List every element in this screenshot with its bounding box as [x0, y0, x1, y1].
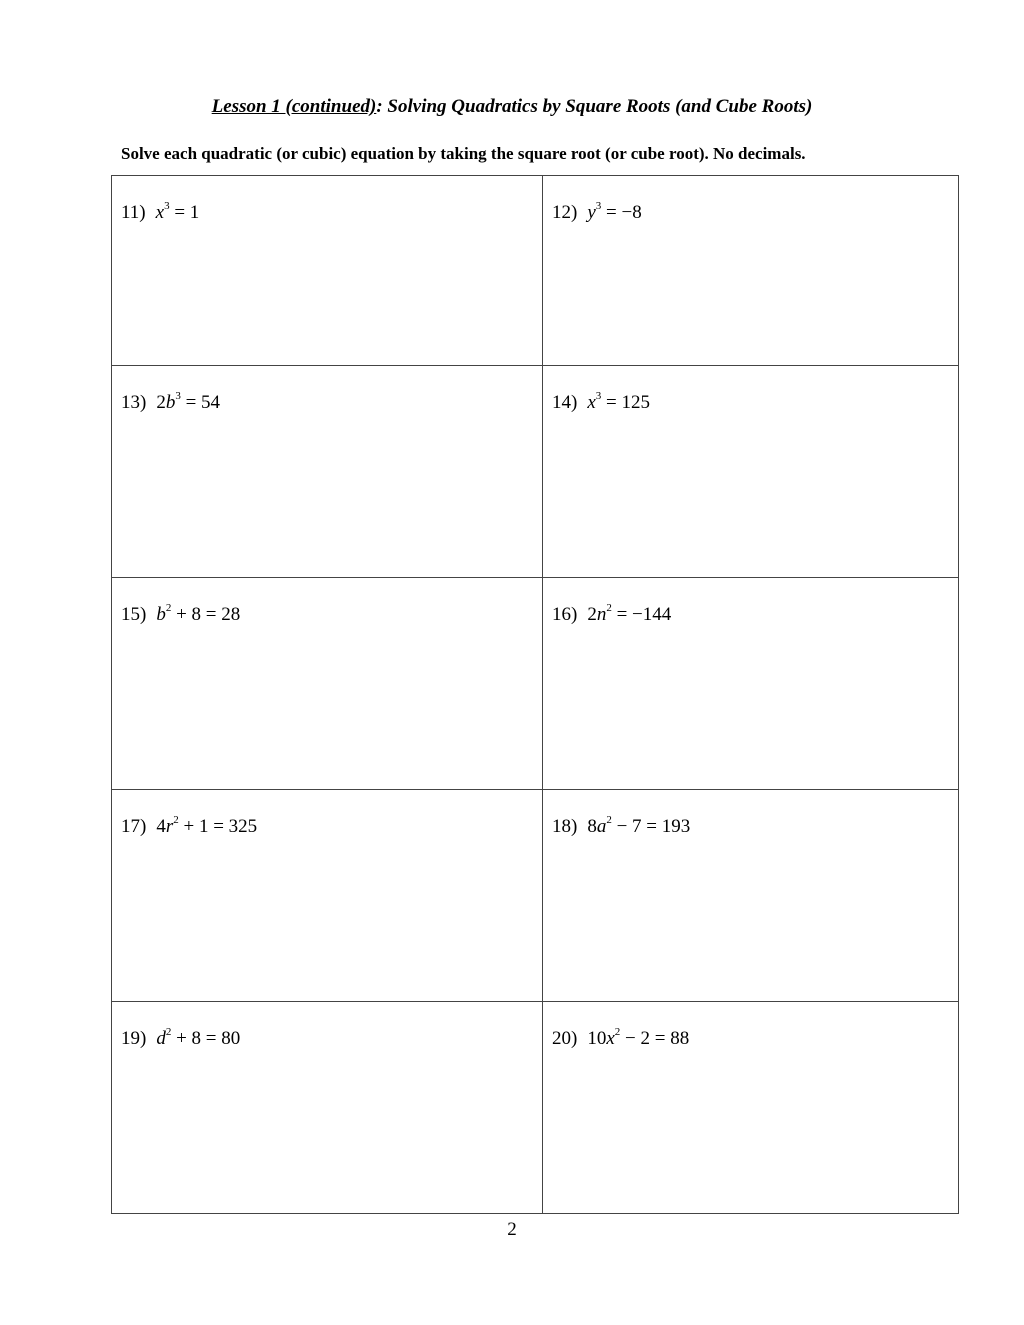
problem-number: 12) [552, 202, 578, 224]
instructions: Solve each quadratic (or cubic) equation by taking the square root (or cube root). No decimals. [121, 144, 806, 163]
equation-exponent: 2 [173, 814, 179, 826]
equation-variable: y [587, 202, 596, 224]
equation-coefficient: 4 [156, 816, 166, 838]
equation-exponent: 2 [614, 1026, 621, 1038]
equation-coefficient: 10 [587, 1028, 607, 1050]
equation-rest: = 1 [169, 202, 200, 224]
equation-variable: b [165, 392, 176, 414]
lesson-label: Lesson 1 (continued) [211, 96, 377, 117]
problem-cell[interactable] [112, 1002, 543, 1214]
equation-rest: = 54 [180, 392, 221, 414]
problem-number: 13) [121, 392, 147, 414]
equation-variable: a [596, 816, 607, 838]
equation-exponent: 3 [595, 200, 602, 212]
equation-rest: + 8 = 80 [171, 1028, 241, 1050]
equation-exponent: 2 [165, 1026, 172, 1038]
problem-equation [156, 392, 220, 413]
equation-variable: b [156, 604, 166, 626]
equation-coefficient: 8 [587, 816, 597, 838]
problem-number: 11) [121, 202, 146, 224]
problem-row [112, 366, 959, 578]
problem-equation [156, 1028, 240, 1049]
problem-equation [587, 1028, 689, 1049]
problem-equation [156, 816, 257, 837]
problem-equation [156, 202, 200, 223]
problem-equation [587, 604, 671, 625]
equation-variable: d [156, 1028, 166, 1050]
equation-variable: x [587, 392, 596, 414]
equation-coefficient: 2 [587, 604, 597, 626]
page-title [0, 96, 1024, 118]
equation-exponent: 3 [175, 390, 181, 402]
problem-equation [587, 816, 690, 837]
problem-cell[interactable] [543, 790, 959, 1002]
equation-rest: − 7 = 193 [611, 816, 691, 838]
problem-cell[interactable] [543, 1002, 959, 1214]
problem-number: 19) [121, 1028, 147, 1050]
problem-cell[interactable] [112, 790, 543, 1002]
equation-exponent: 2 [606, 602, 612, 614]
equation-variable: n [596, 604, 607, 626]
problem-row [112, 1002, 959, 1214]
problem-grid [111, 175, 959, 1214]
problem-cell[interactable] [112, 366, 543, 578]
equation-rest: − 2 = 88 [620, 1028, 690, 1050]
problem-row [112, 790, 959, 1002]
equation-coefficient: 2 [156, 392, 166, 414]
equation-rest: = −144 [611, 604, 672, 626]
problem-number: 14) [552, 392, 578, 414]
title-topic: : Solving Quadratics by Square Roots (and Cube Roots) [376, 96, 813, 117]
problem-equation [587, 392, 650, 413]
problem-cell[interactable] [543, 578, 959, 790]
equation-variable: x [606, 1028, 615, 1050]
equation-exponent: 2 [606, 814, 612, 826]
problem-number: 20) [552, 1028, 578, 1050]
problem-cell[interactable] [112, 176, 543, 366]
equation-rest: = 125 [601, 392, 650, 414]
equation-rest: + 8 = 28 [171, 604, 241, 626]
problem-row [112, 176, 959, 366]
equation-variable: x [155, 202, 165, 224]
equation-rest: + 1 = 325 [178, 816, 258, 838]
problem-number: 15) [121, 604, 147, 626]
problem-row [112, 578, 959, 790]
problem-cell[interactable] [543, 176, 959, 366]
page-number: 2 [507, 1219, 517, 1240]
problem-number: 16) [552, 604, 578, 626]
equation-exponent: 3 [595, 390, 602, 402]
problem-cell[interactable] [543, 366, 959, 578]
problem-equation [587, 202, 641, 223]
problem-equation [156, 604, 240, 625]
equation-exponent: 3 [164, 200, 170, 212]
problem-number: 17) [121, 816, 147, 838]
problem-number: 18) [552, 816, 578, 838]
equation-exponent: 2 [165, 602, 172, 614]
equation-variable: r [165, 816, 174, 838]
equation-rest: = −8 [601, 202, 642, 224]
problem-cell[interactable] [112, 578, 543, 790]
